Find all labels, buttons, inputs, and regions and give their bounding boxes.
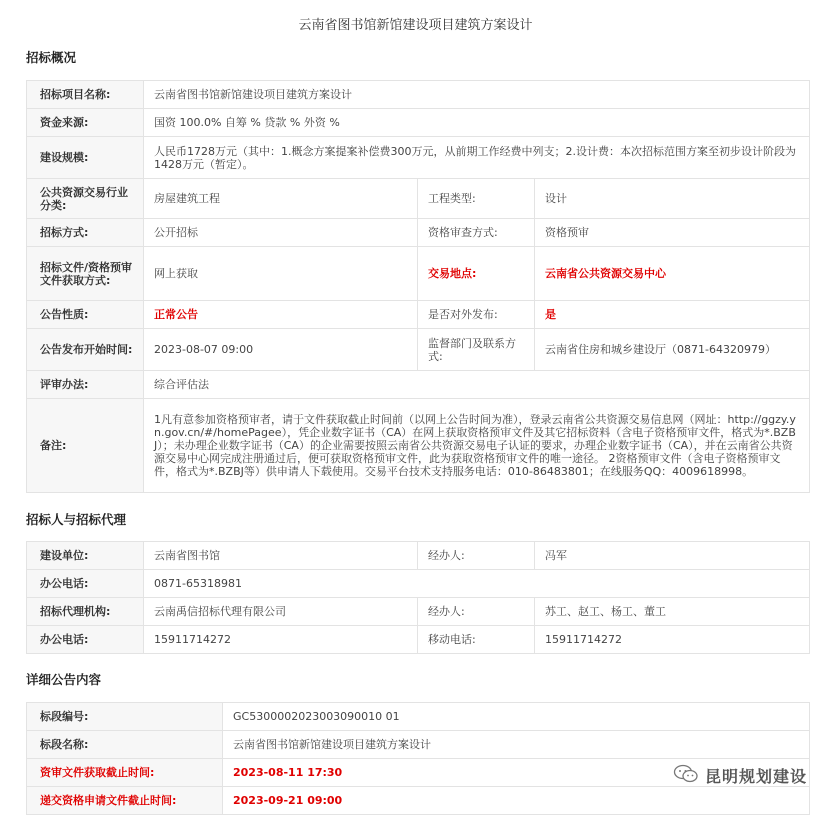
remark-label: 备注: [27, 399, 144, 493]
industry-label: 公共资源交易行业分类: [27, 179, 144, 219]
table-row [27, 247, 810, 301]
venue-value: 云南省公共资源交易中心 [535, 247, 810, 301]
supervisor-label: 监督部门及联系方式: [418, 329, 535, 371]
project-type-value: 设计 [535, 179, 810, 219]
builder-label: 建设单位: [27, 542, 144, 570]
notice-nature-label: 公告性质: [27, 301, 144, 329]
builder-phone-value: 0871-65318981 [144, 570, 810, 598]
supervisor-value: 云南省住房和城乡建设厅（0871-64320979） [535, 329, 810, 371]
table-row [27, 570, 810, 598]
project-name-value: 云南省图书馆新馆建设项目建筑方案设计 [144, 81, 810, 109]
builder-phone-label: 办公电话: [27, 570, 144, 598]
eval-label: 评审办法: [27, 371, 144, 399]
eval-value: 综合评估法 [144, 371, 810, 399]
external-label: 是否对外发布: [418, 301, 535, 329]
qual-review-value: 资格预审 [535, 219, 810, 247]
table-row [27, 787, 810, 815]
agency-phone-value: 15911714272 [144, 626, 418, 654]
doc-obtain-label: 招标文件/资格预审文件获取方式: [27, 247, 144, 301]
qual-review-label: 资格审查方式: [418, 219, 535, 247]
detail-table [26, 702, 810, 815]
name-label: 标段名称: [27, 731, 223, 759]
mobile-value: 15911714272 [535, 626, 810, 654]
fund-source-value: 国资 100.0% 自筹 % 贷款 % 外资 % [144, 109, 810, 137]
section-heading-parties: 招标人与招标代理 [26, 512, 127, 527]
table-row [27, 626, 810, 654]
table-row [27, 542, 810, 570]
table-row [27, 137, 810, 179]
agency-agent-value: 苏工、赵工、杨工、董工 [535, 598, 810, 626]
table-row [27, 81, 810, 109]
doc-deadline-value: 2023-08-11 17:30 [223, 759, 810, 787]
code-label: 标段编号: [27, 703, 223, 731]
table-row [27, 399, 810, 493]
wechat-icon [673, 764, 699, 787]
builder-value: 云南省图书馆 [144, 542, 418, 570]
builder-agent-value: 冯军 [535, 542, 810, 570]
table-row [27, 598, 810, 626]
table-row [27, 301, 810, 329]
table-row [27, 731, 810, 759]
scale-value: 人民币1728万元（其中：1.概念方案提案补偿费300万元，从前期工作经费中列支；2.设计费：本次招标范围方案至初步设计阶段为1428万元（暂定）。 [144, 137, 810, 179]
publish-start-value: 2023-08-07 09:00 [144, 329, 418, 371]
external-value: 是 [535, 301, 810, 329]
venue-label: 交易地点: [418, 247, 535, 301]
overview-table [26, 80, 810, 493]
project-type-label: 工程类型: [418, 179, 535, 219]
name-value: 云南省图书馆新馆建设项目建筑方案设计 [223, 731, 810, 759]
code-value: GC5300002023003090010 01 [223, 703, 810, 731]
industry-value: 房屋建筑工程 [144, 179, 418, 219]
table-row [27, 329, 810, 371]
agency-agent-label: 经办人: [418, 598, 535, 626]
tender-method-value: 公开招标 [144, 219, 418, 247]
table-row [27, 109, 810, 137]
notice-nature-value: 正常公告 [144, 301, 418, 329]
watermark-text: 昆明规划建设 [704, 766, 807, 786]
agency-phone-label: 办公电话: [27, 626, 144, 654]
agency-value: 云南禹信招标代理有限公司 [144, 598, 418, 626]
fund-source-label: 资金来源: [27, 109, 144, 137]
agency-label: 招标代理机构: [27, 598, 144, 626]
project-name-label: 招标项目名称: [27, 81, 144, 109]
submit-deadline-value: 2023-09-21 09:00 [223, 787, 810, 815]
section-heading-detail: 详细公告内容 [26, 672, 102, 687]
remark-value: 1凡有意参加资格预审者，请于文件获取截止时间前（以网上公告时间为准），登录云南省公共资源交易信息网（网址：http://ggzy.yn.gov.cn/#/homePagee），凭企业数字证书（CA）在网上获取资格预审文件及其它招标资料（含电子资格预审文件，格式为*.BZBJ）；未办理企业数字证书（CA）的企业需要按照云南省公共资源交易电子认证的要求，办理企业数字证书（CA），并在云南省公共资源交易中心网完成注册通过后，便可获取资格预审文件，此为获取资格预审文件的唯一途径。 2资格预审文件（含电子资格预审文件，格式为*.BZBJ等）供申请人下载使用。交易平台技术支持服务电话：010-86483801；在线服务QQ：4009618998。 [144, 399, 810, 493]
section-heading-overview: 招标概况 [26, 50, 77, 65]
table-row [27, 219, 810, 247]
submit-deadline-label: 递交资格申请文件截止时间: [27, 787, 223, 815]
table-row [27, 703, 810, 731]
doc-obtain-value: 网上获取 [144, 247, 418, 301]
table-row [27, 179, 810, 219]
publish-start-label: 公告发布开始时间: [27, 329, 144, 371]
scale-label: 建设规模: [27, 137, 144, 179]
watermark [673, 764, 807, 786]
doc-deadline-label: 资审文件获取截止时间: [27, 759, 223, 787]
parties-table [26, 541, 810, 654]
table-row [27, 371, 810, 399]
builder-agent-label: 经办人: [418, 542, 535, 570]
tender-method-label: 招标方式: [27, 219, 144, 247]
page-title: 云南省图书馆新馆建设项目建筑方案设计 [298, 18, 533, 33]
mobile-label: 移动电话: [418, 626, 535, 654]
